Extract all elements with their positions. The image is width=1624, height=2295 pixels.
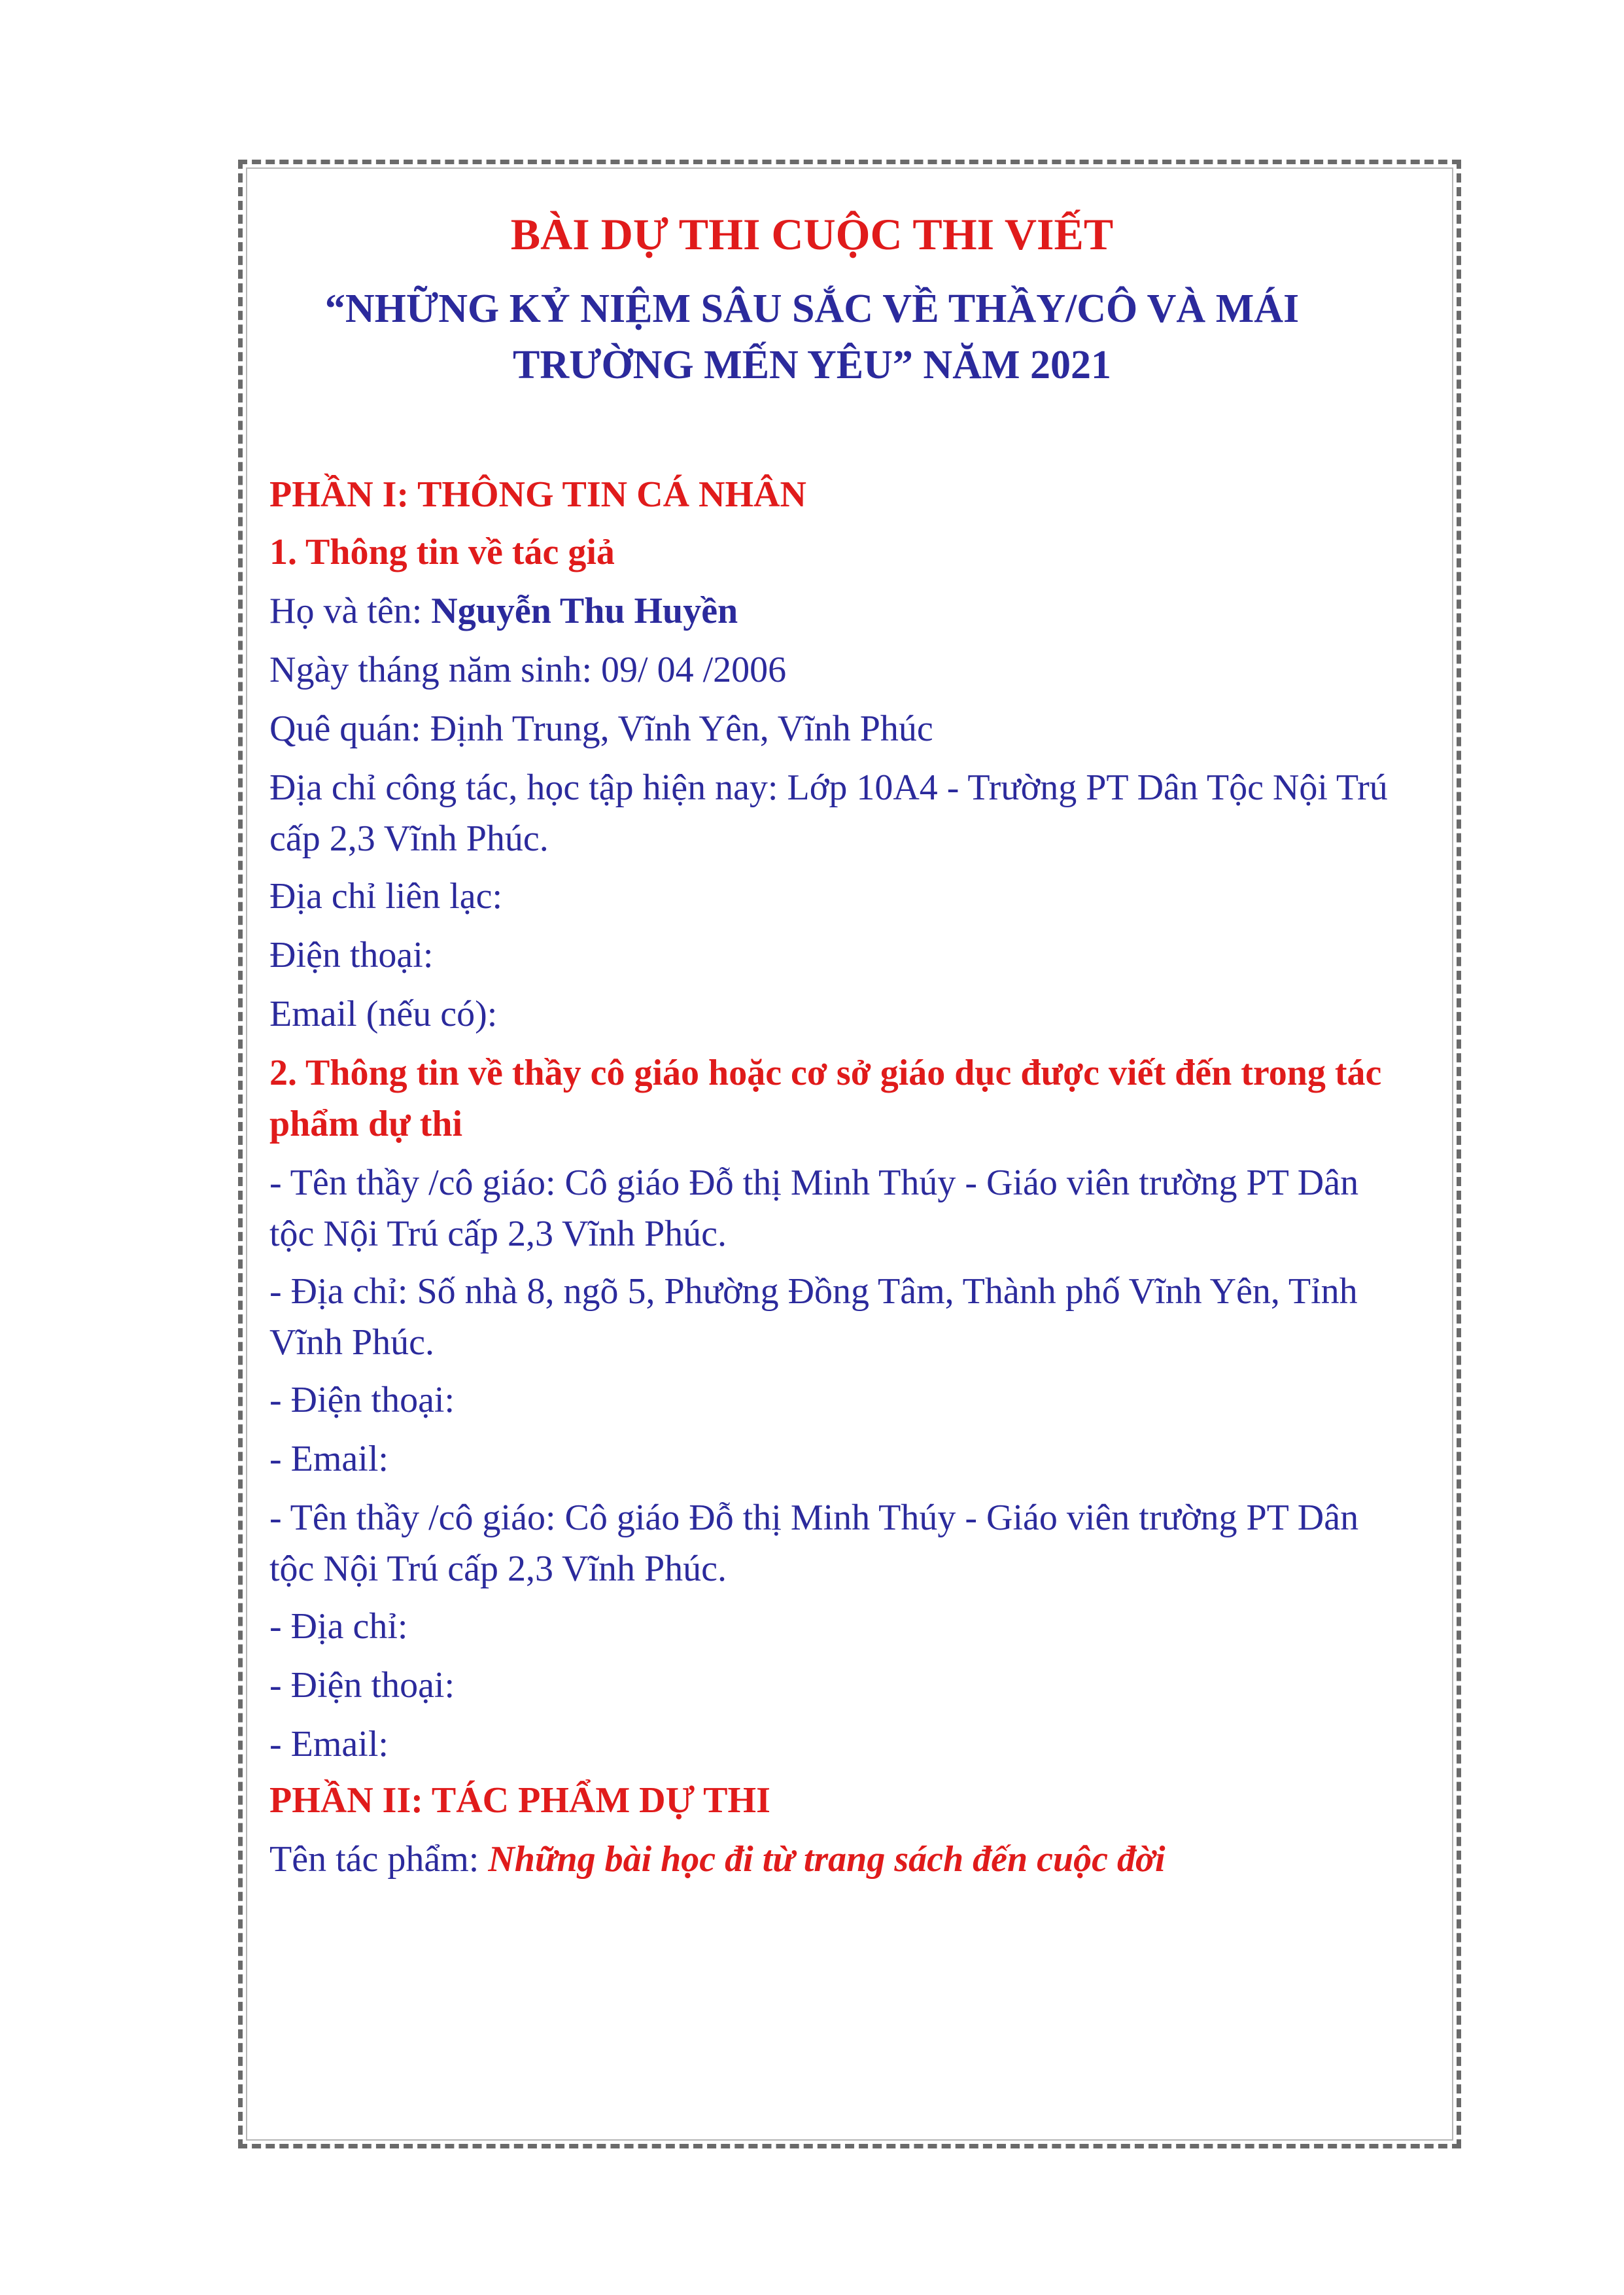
author-hometown: Quê quán: Định Trung, Vĩnh Yên, Vĩnh Phúc [269,709,933,749]
part2-heading: PHẦN II: TÁC PHẨM DỰ THI [269,1780,770,1821]
document-title: BÀI DỰ THI CUỘC THI VIẾT [510,209,1114,259]
author-address-line1: Địa chỉ công tác, học tập hiện nay: Lớp 10A4 - Trường PT Dân Tộc Nội Trú [269,767,1388,808]
teacher2-address: - Địa chỉ: [269,1606,408,1647]
author-section-heading: 1. Thông tin về tác giả [269,532,615,572]
work-title-row [269,1836,1166,1883]
teacher1-address-line2: Vĩnh Phúc. [269,1322,434,1363]
author-dob: Ngày tháng năm sinh: 09/ 04 /2006 [269,650,787,690]
teacher1-name-line1: - Tên thầy /cô giáo: Cô giáo Đỗ thị Minh Thúy - Giáo viên trường PT Dân [269,1163,1359,1203]
author-email: Email (nếu có): [269,994,498,1034]
author-name-row [269,587,738,635]
author-address-line2: cấp 2,3 Vĩnh Phúc. [269,818,549,859]
author-name-value: Nguyễn Thu Huyền [431,591,738,631]
author-name-label: Họ và tên: [269,591,432,631]
teacher2-phone: - Điện thoại: [269,1665,455,1706]
teacher2-name-line2: tộc Nội Trú cấp 2,3 Vĩnh Phúc. [269,1549,727,1589]
teacher1-name-line2: tộc Nội Trú cấp 2,3 Vĩnh Phúc. [269,1214,727,1254]
work-title-value: Những bài học đi từ trang sách đến cuộc đời [488,1839,1166,1880]
teacher2-email: - Email: [269,1724,389,1764]
document-subtitle-line2: TRƯỜNG MẾN YÊU” NĂM 2021 [512,343,1111,387]
teacher1-address-line1: - Địa chỉ: Số nhà 8, ngõ 5, Phường Đồng Tâm, Thành phố Vĩnh Yên, Tỉnh [269,1271,1358,1312]
teacher1-phone: - Điện thoại: [269,1380,455,1420]
teacher1-email: - Email: [269,1439,389,1479]
teacher-section-heading-line1: 2. Thông tin về thầy cô giáo hoặc cơ sở giáo dục được viết đến trong tác [269,1053,1382,1093]
author-contact-address: Địa chỉ liên lạc: [269,876,503,917]
teacher2-name-line1: - Tên thầy /cô giáo: Cô giáo Đỗ thị Minh Thúy - Giáo viên trường PT Dân [269,1498,1359,1538]
author-phone: Điện thoại: [269,935,434,975]
part1-heading: PHẦN I: THÔNG TIN CÁ NHÂN [269,474,806,515]
teacher-section-heading-line2: phẩm dự thi [269,1104,463,1144]
document-subtitle-line1: “NHỮNG KỶ NIỆM SÂU SẮC VỀ THẦY/CÔ VÀ MÁI [324,287,1300,331]
work-title-label: Tên tác phẩm: [269,1839,489,1880]
